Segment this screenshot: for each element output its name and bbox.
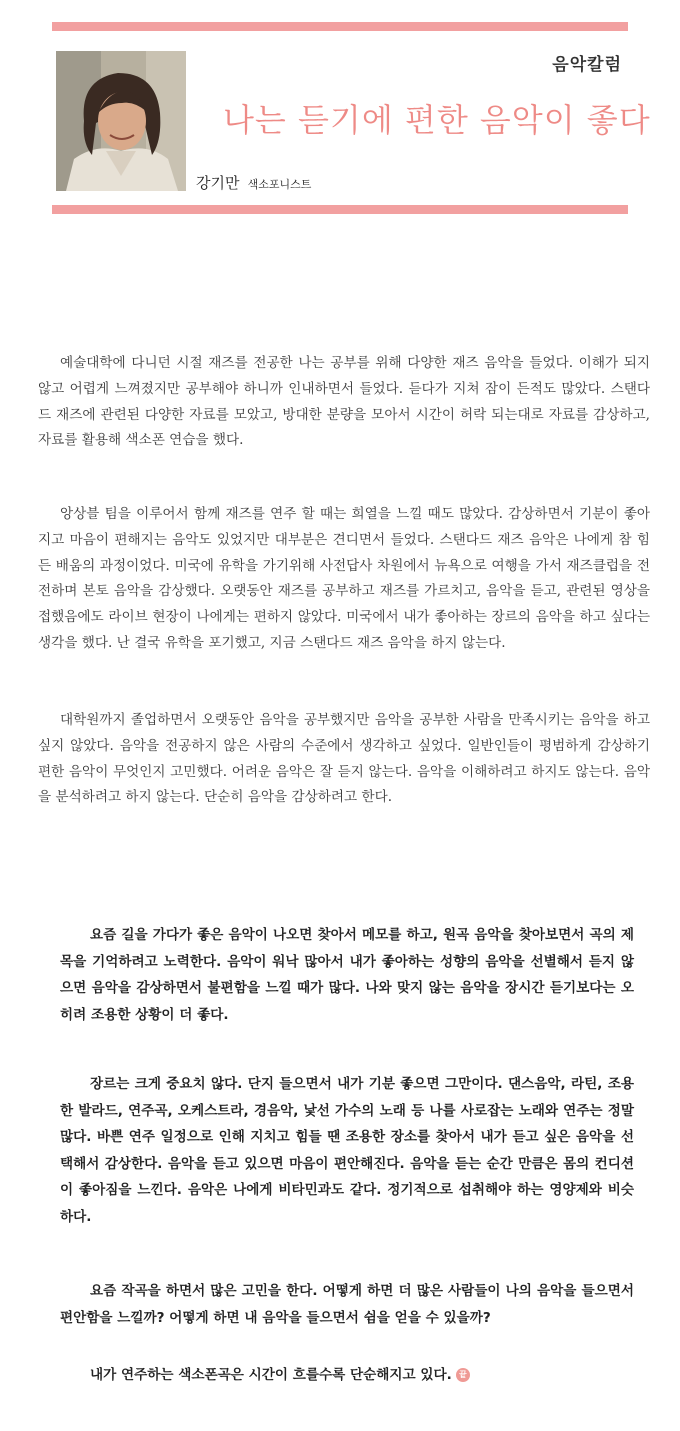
paragraph: 요즘 작곡을 하면서 많은 고민을 한다. 어떻게 하면 더 많은 사람들이 나의 음악을 들으면서 편안함을 느낄까? 어떻게 하면 내 음악을 들으면서 쉼을 얻을 수 있을까? xyxy=(60,1283,634,1326)
article-title: 나는 듣기에 편한 음악이 좋다 xyxy=(223,101,651,139)
author-name: 강기만 xyxy=(196,174,240,192)
author-photo xyxy=(56,51,186,191)
header-top-rule xyxy=(52,22,628,31)
end-mark-icon: 끝 xyxy=(456,1368,470,1382)
paragraph: 앙상블 팀을 이루어서 함께 재즈를 연주 할 때는 희열을 느낄 때도 많았다. 감상하면서 기분이 좋아지고 마음이 편해지는 음악도 있었지만 대부분은 견디면서 들었다. 스탠다드 재즈 음악은 나에게 참 힘든 배움의 과정이었다. 미국에 유학을 가기위해 사전답사 차원에서 뉴욕으로 여행을 가서 재즈클럽을 전전하며 본토 음악을 감상했다. 오랫동안 재즈를 공부하고 재즈를 가르치고, 음악을 듣고, 관련된 영상을 접했음에도 라이브 현장이 나에게는 편하지 않았다. 미국에서 내가 좋아하는 장르의 음악을 하고 싶다는 생각을 했다. 난 결국 유학을 포기했고, 지금 스탠다드 재즈 음악을 하지 않는다. xyxy=(38,506,650,651)
paragraph: 예술대학에 다니던 시절 재즈를 전공한 나는 공부를 위해 다양한 재즈 음악을 들었다. 이해가 되지 않고 어렵게 느껴졌지만 공부해야 하니까 인내하면서 들었다. 듣다가 지쳐 잠이 든적도 많았다. 스탠다드 재즈에 관련된 다양한 자료를 모았고, 방대한 분량을 모아서 시간이 허락 되는대로 자료를 감상하고, 자료를 활용해 색소폰 연습을 했다. xyxy=(38,355,650,449)
author-role: 색소포니스트 xyxy=(247,178,312,191)
paragraph: 장르는 크게 중요치 않다. 단지 들으면서 내가 기분 좋으면 그만이다. 댄스음악, 라틴, 조용한 발라드, 연주곡, 오케스트라, 경음악, 낯선 가수의 노래 등 나를 사로잡는 노래와 연주는 정말 많다. 바쁜 연주 일정으로 인해 지치고 힘들 땐 조용한 장소를 찾아서 내가 듣고 싶은 음악을 선택해서 감상한다. 음악을 듣고 있으면 마음이 편안해진다. 음악을 듣는 순간 만큼은 몸의 컨디션이 좋아짐을 느낀다. 음악은 나에게 비타민과도 같다. 정기적으로 섭취해야 하는 영양제와 비슷하다. xyxy=(60,1076,634,1225)
paragraph: 요즘 길을 가다가 좋은 음악이 나오면 찾아서 메모를 하고, 원곡 음악을 찾아보면서 곡의 제목을 기억하려고 노력한다. 음악이 워낙 많아서 내가 좋아하는 성향의 음악을 선별해서 듣지 않으면 음악을 감상하면서 불편함을 느낄 때가 많다. 나와 맞지 않는 음악을 장시간 듣기보다는 오히려 조용한 상황이 더 좋다. xyxy=(60,927,634,1023)
final-paragraph xyxy=(60,1362,634,1389)
header-bottom-rule xyxy=(52,205,628,214)
byline xyxy=(196,172,311,193)
final-paragraph-text: 내가 연주하는 색소폰곡은 시간이 흐를수록 단순해지고 있다. xyxy=(90,1367,452,1383)
paragraph: 대학원까지 졸업하면서 오랫동안 음악을 공부했지만 음악을 공부한 사람을 만족시키는 음악을 하고 싶지 않았다. 음악을 전공하지 않은 사람의 수준에서 생각하고 싶었다. 일반인들이 평범하게 감상하기 편한 음악이 무엇인지 고민했다. 어려운 음악은 잘 듣지 않는다. 음악을 이해하려고 하지도 않는다. 음악을 분석하려고 하지 않는다. 단순히 음악을 감상하려고 한다. xyxy=(38,712,650,806)
column-category: 음악칼럼 xyxy=(552,55,622,75)
